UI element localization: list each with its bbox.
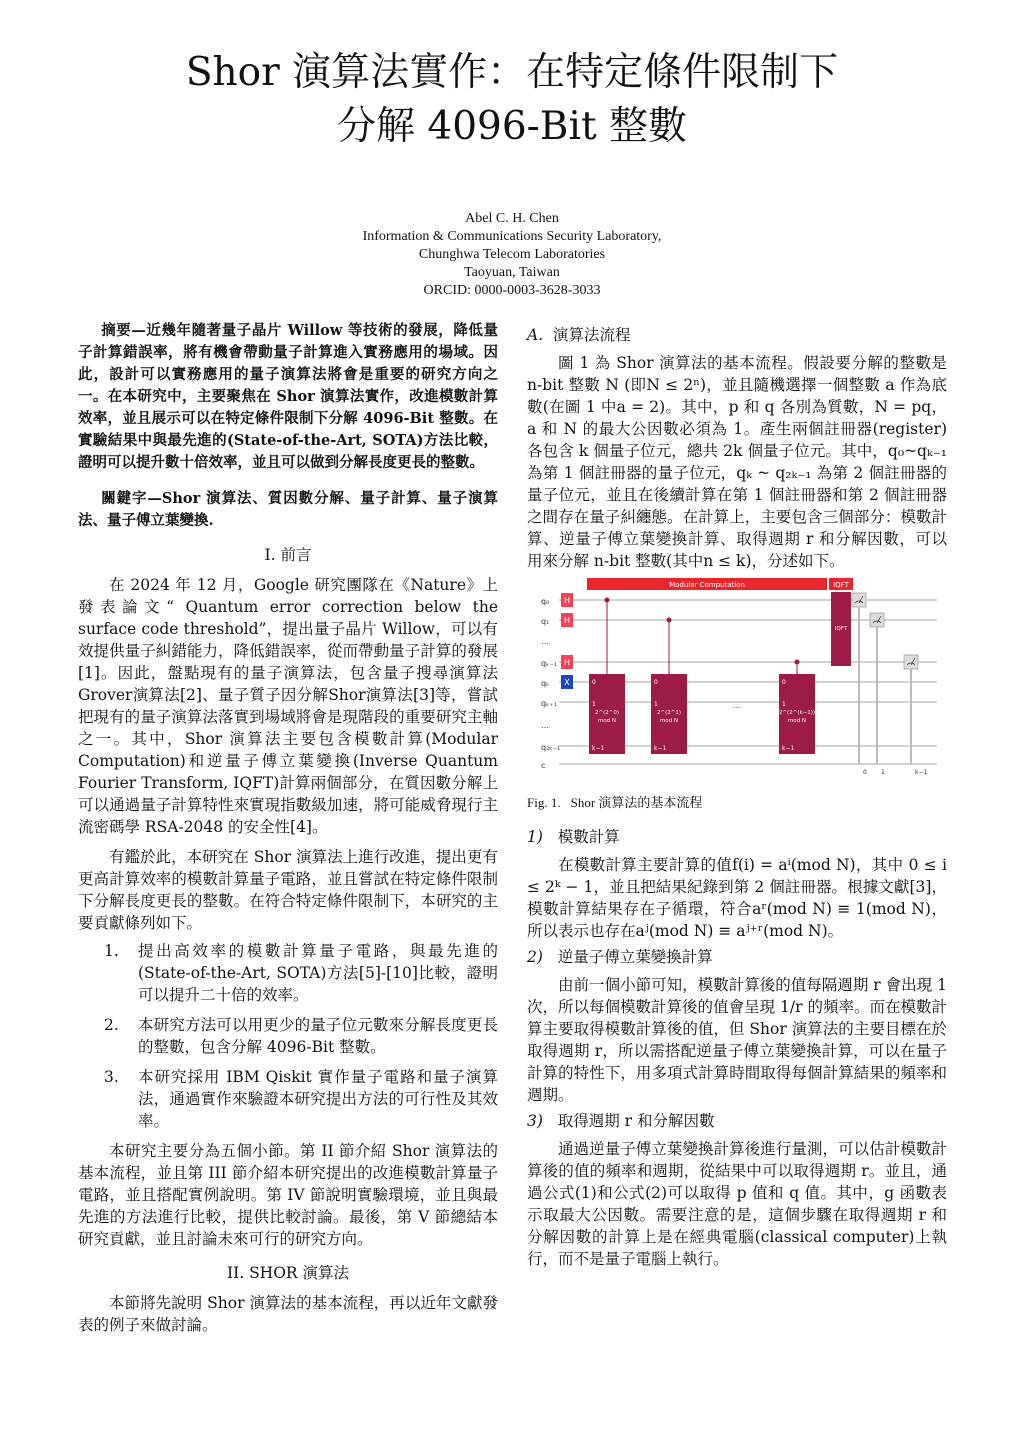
- subsection-heading-3: [527, 1110, 947, 1132]
- section-heading-shor: II. SHOR 演算法: [226, 1264, 350, 1282]
- register-index: k−1: [782, 745, 795, 752]
- classical-bit-label: k−1: [915, 769, 928, 776]
- register-index: k−1: [654, 745, 667, 752]
- modular-block-label: mod N: [787, 718, 807, 724]
- qubit-label: c: [541, 761, 546, 770]
- classical-bit-label: 1: [881, 769, 885, 776]
- qubit-label: q₂ₖ₋₁: [541, 743, 561, 752]
- subsection-label: 3): [527, 1112, 543, 1130]
- subsection-title: 取得週期 r 和分解因數: [557, 1112, 715, 1130]
- register-index: 1: [782, 701, 786, 708]
- list-item-number: 3.: [104, 1068, 119, 1086]
- list-item-number: 1.: [104, 942, 119, 960]
- author-affiliation-2: Chunghwa Telecom Laboratories: [418, 247, 606, 262]
- ellipsis: …: [732, 701, 742, 711]
- hadamard-gate-label: H: [563, 658, 571, 667]
- author-name: Abel C. H. Chen: [465, 211, 559, 226]
- left-column: [78, 320, 498, 1336]
- qubit-label: qₖ₋₁: [541, 659, 557, 668]
- subsection-2-paragraph: 由前一個小節可知，模數計算後的值每隔週期 r 會出現 1 次，所以每個模數計算後的值會呈現 1/r 的頻率。而在模數計算主要取得模數計算後的值，但 Shor 演算法的主要目標在於取得週期 r，所以需搭配逆量子傅立葉變換計算，可以在量子計算的特性下，用多項式計算時間取得每個計算結果的頻率和週期。: [527, 976, 947, 1104]
- qubit-label: q₁: [541, 617, 550, 626]
- intro-paragraph-1: 在 2024 年 12 月，Google 研究團隊在《Nature》上發表論文“ Quantum error correction below the surface code threshold”，提出量子晶片 Willow，可以有效提供量子糾錯能力，降低錯誤率，從而帶動量子計算的發展[1]。因此，盤點現有的量子演算法，包含量子搜尋演算法Grover演算法[2]、量子質子因分解Shor演算法[3]等，嘗試把現有的量子演算法落實到場域將會是現階段的重要研究主軸之一。其中，Shor 演算法主要包含模數計算(Modular Computation)和逆量子傅立葉變換(Inverse Quantum Fourier Transform, IQFT)計算兩個部分，在質因數分解上可以通過量子計算特性來實現指數級加速，將可能威脅現行主流密碼學 RSA-2048 的安全性[4]。: [78, 576, 498, 836]
- author-affiliation-1: Information & Communications Security Laboratory,: [362, 229, 662, 244]
- qubit-label: qₖ: [541, 679, 550, 688]
- subsection-1-paragraph: 在模數計算主要計算的值f(i) = aⁱ(mod N)，其中 0 ≤ i ≤ 2ᵏ − 1，並且把結果紀錄到第 2 個註冊器。根據文獻[3]，模數計算結果存在子循環，符合aʳ(mod N) ≡ 1(mod N)，所以表示也存在aʲ(mod N) ≡ aʲ⁺ʳ(mod N)。: [527, 856, 947, 940]
- modular-block-label: mod N: [597, 718, 617, 724]
- keywords: 關鍵字—Shor 演算法、質因數分解、量子計算、量子演算法、量子傅立葉變換.: [78, 490, 498, 529]
- list-item: [78, 940, 498, 1006]
- author-block: [212, 210, 812, 300]
- qubit-label: …: [541, 721, 549, 730]
- modular-block-label: 2^(2^0): [594, 710, 620, 716]
- qubit-label: qₖ₊₁: [541, 699, 557, 708]
- subsection-title: 模數計算: [557, 828, 620, 846]
- measurement-box: [904, 655, 918, 669]
- author-location: Taoyuan, Taiwan: [464, 265, 560, 280]
- abstract: 摘要—近幾年隨著量子晶片 Willow 等技術的發展，降低量子計算錯誤率，將有機會帶動量子計算進入實務應用的場域。因此，設計可以實務應用的量子演算法將會是重要的研究方向之一。在本研究中，主要聚焦在 Shor 演算法實作，改進模數計算效率，並且展示可以在特定條件限制下分解 4096-Bit 整數。在實驗結果中與最先進的(State-of-the-Art, SOTA)方法比較，證明可以提升數十倍效率，並且可以做到分解長度更長的整數。: [78, 322, 498, 471]
- list-item-number: 2.: [104, 1016, 119, 1034]
- subsection-heading-1: [527, 826, 947, 848]
- contribution-list: [78, 940, 498, 1132]
- subsection-label: 2): [527, 948, 543, 966]
- register-index: 0: [782, 679, 786, 686]
- intro-paragraph-2: 有鑑於此，本研究在 Shor 演算法上進行改進，提出更有更高計算效率的模數計算量子電路，並且嘗試在特定條件限制下分解長度更長的整數。在符合特定條件限制下，本研究的主要貢獻條列如下。: [78, 848, 498, 932]
- figure-1: [527, 578, 947, 788]
- modular-computation-label: Modular Computation: [669, 581, 745, 589]
- subsection-title: 逆量子傅立葉變換計算: [557, 948, 713, 966]
- subsection-title: 演算法流程: [552, 326, 631, 344]
- subsection-a-paragraph: 圖 1 為 Shor 演算法的基本流程。假設要分解的整數是 n-bit 整數 N (即N ≤ 2ⁿ)，並且隨機選擇一個整數 a 作為底數(在圖 1 中a = 2)。其中，p 和 q 各別為質數，N = pq，a 和 N 的最大公因數必須為 1。產生兩個註冊器(register)各包含 k 個量子位元，總共 2k 個量子位元。其中，q₀~qₖ₋₁ 為第 1 個註冊器的量子位元，qₖ ~ q₂ₖ₋₁ 為第 2 個註冊器的量子位元，並且在後續計算在第 1 個註冊器和第 2 個註冊器之間存在量子糾纏態。在計算上，主要包含三個部分：模數計算、逆量子傅立葉變換計算、取得週期 r 和分解因數，可以用來分解 n-bit 整數(其中n ≤ k)，分述如下。: [527, 354, 947, 570]
- register-index: 1: [592, 701, 596, 708]
- shor-paragraph-1: 本節將先說明 Shor 演算法的基本流程，再以近年文獻發表的例子來做討論。: [78, 1294, 498, 1334]
- measurement-box: [870, 613, 884, 627]
- modular-block-label: 2^(2^(k−1)): [778, 710, 816, 716]
- figure-caption-text: Shor 演算法的基本流程: [570, 795, 703, 810]
- iqft-label: IQFT: [833, 581, 849, 589]
- intro-paragraph-3: 本研究主要分為五個小節。第 II 節介紹 Shor 演算法的基本流程，並且第 III 節介紹本研究提出的改進模數計算量子電路，並且搭配實例說明。第 IV 節說明實驗環境，並且與最先進的方法進行比較，提供比較討論。最後，第 V 節總結本研究貢獻，並且討論未來可行的研究方向。: [78, 1142, 498, 1248]
- list-item-text: 提出高效率的模數計算量子電路，與最先進的(State-of-the-Art, SOTA)方法[5]-[10]比較，證明可以提升二十倍的效率。: [138, 942, 498, 1004]
- control-dot: [795, 660, 800, 665]
- iqft-block-label: IQFT: [834, 626, 848, 632]
- measurement-box: [852, 593, 866, 607]
- qubit-label: …: [541, 637, 549, 646]
- section-heading-intro: I. 前言: [264, 546, 312, 564]
- subsection-heading-2: [527, 946, 947, 968]
- list-item-text: 本研究方法可以用更少的量子位元數來分解長度更長的整數，包含分解 4096-Bit 整數。: [138, 1016, 498, 1056]
- paper-title: [60, 46, 964, 154]
- figure-caption-label: Fig. 1.: [527, 795, 561, 810]
- subsection-heading-a: [527, 324, 947, 346]
- register-index: 1: [654, 701, 658, 708]
- classical-bit-label: 0: [863, 769, 867, 776]
- hadamard-gate-label: H: [563, 596, 571, 605]
- list-item-text: 本研究採用 IBM Qiskit 實作量子電路和量子演算法，通過實作來驗證本研究提出方法的可行性及其效率。: [138, 1068, 498, 1130]
- modular-block-label: 2^(2^1): [656, 710, 682, 716]
- qubit-label: q₀: [541, 597, 550, 606]
- title-line-1: Shor 演算法實作：在特定條件限制下: [185, 50, 839, 95]
- subsection-label: A.: [527, 326, 544, 344]
- subsection-3-paragraph: 通過逆量子傅立葉變換計算後進行量測，可以估計模數計算後的值的頻率和週期，從結果中可以取得週期 r。並且，通過公式(1)和公式(2)可以取得 p 值和 q 值。其中，g 函數表示取最大公因數。需要注意的是，這個步驟在取得週期 r 和分解因數的計算上是在經典電腦(classical computer)上執行，而不是量子電腦上執行。: [527, 1140, 947, 1268]
- register-index: 0: [592, 679, 596, 686]
- hadamard-gate-label: H: [563, 616, 571, 625]
- list-item: [78, 1014, 498, 1058]
- author-orcid: ORCID: 0000-0003-3628-3033: [423, 283, 601, 298]
- control-dot: [667, 618, 672, 623]
- subsection-label: 1): [527, 828, 543, 846]
- title-line-2: 分解 4096-Bit 整數: [336, 104, 688, 149]
- control-dot: [605, 598, 610, 603]
- register-index: k−1: [592, 745, 605, 752]
- right-column: [527, 320, 947, 1270]
- modular-block-label: mod N: [659, 718, 679, 724]
- list-item: [78, 1066, 498, 1132]
- x-gate-label: X: [564, 678, 570, 687]
- figure-caption: [527, 794, 947, 812]
- circuit-diagram: [527, 578, 947, 788]
- register-index: 0: [654, 679, 658, 686]
